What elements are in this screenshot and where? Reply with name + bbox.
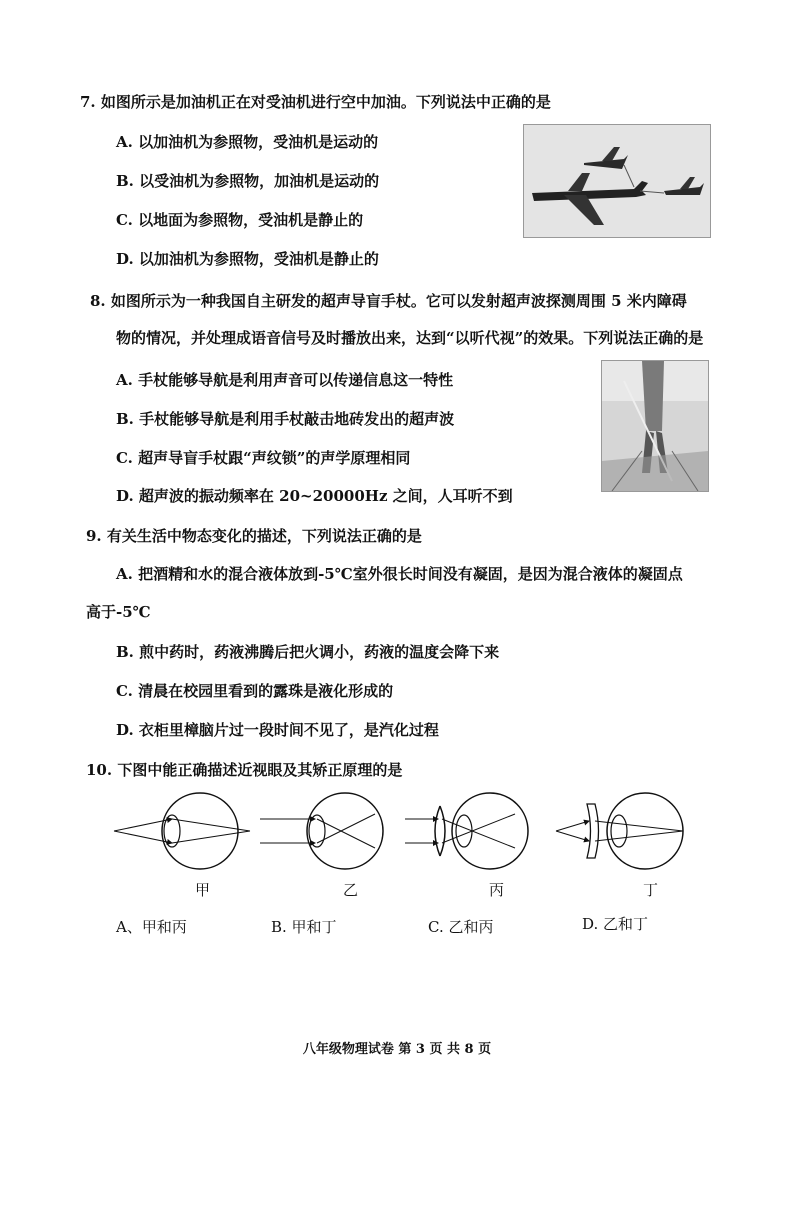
q9-option-a-line2: 高于-5℃ [86,603,151,621]
q10-option-b: B. 甲和丁 [271,918,337,936]
q10-option-c: C. 乙和丙 [428,918,494,936]
q9-stem: 9. 有关生活中物态变化的描述，下列说法正确的是 [86,527,422,545]
q10-option-d: D. 乙和丁 [582,915,649,933]
eye-diagram-yi [260,793,383,869]
eye-diagram-ding [556,793,683,869]
q10-stem: 10. 下图中能正确描述近视眼及其矫正原理的是 [86,761,403,779]
eye-diagrams [100,786,700,876]
eye-diagram-bing [405,793,528,869]
q7-option-c: C. 以地面为参照物，受油机是静止的 [116,211,364,229]
ultrasonic-cane-photo [601,360,709,492]
aerial-refueling-photo [523,124,711,238]
q9-option-b: B. 煎中药时，药液沸腾后把火调小，药液的温度会降下来 [116,643,500,661]
q7-stem: 7. 如图所示是加油机正在对受油机进行空中加油。下列说法中正确的是 [80,93,551,111]
q8-option-b: B. 手杖能够导航是利用手杖敲击地砖发出的超声波 [116,410,455,428]
q9-option-a-line1: A. 把酒精和水的混合液体放到-5℃室外很长时间没有凝固，是因为混合液体的凝固点 [116,565,683,583]
q9-option-c: C. 清晨在校园里看到的露珠是液化形成的 [116,682,394,700]
diagram-label-bing: 丙 [489,881,505,899]
q10-option-a: A、甲和丙 [116,918,187,936]
eye-diagram-jia [114,793,250,869]
q8-option-a: A. 手杖能够导航是利用声音可以传递信息这一特性 [116,371,454,389]
page-footer: 八年级物理试卷 第 3 页 共 8 页 [302,1042,492,1057]
q8-stem-line1: 8. 如图所示为一种我国自主研发的超声导盲手杖。它可以发射超声波探测周围 5 米内障碍 [90,292,687,310]
q8-stem-line2: 物的情况，并处理成语音信号及时播放出来，达到“以听代视”的效果。下列说法正确的是 [116,329,704,347]
q7-option-a: A. 以加油机为参照物，受油机是运动的 [116,133,379,151]
q8-option-c: C. 超声导盲手杖跟“声纹锁”的声学原理相同 [116,449,411,467]
diagram-label-ding: 丁 [643,881,659,899]
diagram-label-yi: 乙 [343,881,359,899]
q7-option-d: D. 以加油机为参照物，受油机是静止的 [116,250,379,268]
diagram-label-jia: 甲 [195,881,211,899]
q8-option-d: D. 超声波的振动频率在 20~20000Hz 之间，人耳听不到 [116,487,513,505]
q7-option-b: B. 以受油机为参照物，加油机是运动的 [116,172,380,190]
q9-option-d: D. 衣柜里樟脑片过一段时间不见了，是汽化过程 [116,721,439,739]
